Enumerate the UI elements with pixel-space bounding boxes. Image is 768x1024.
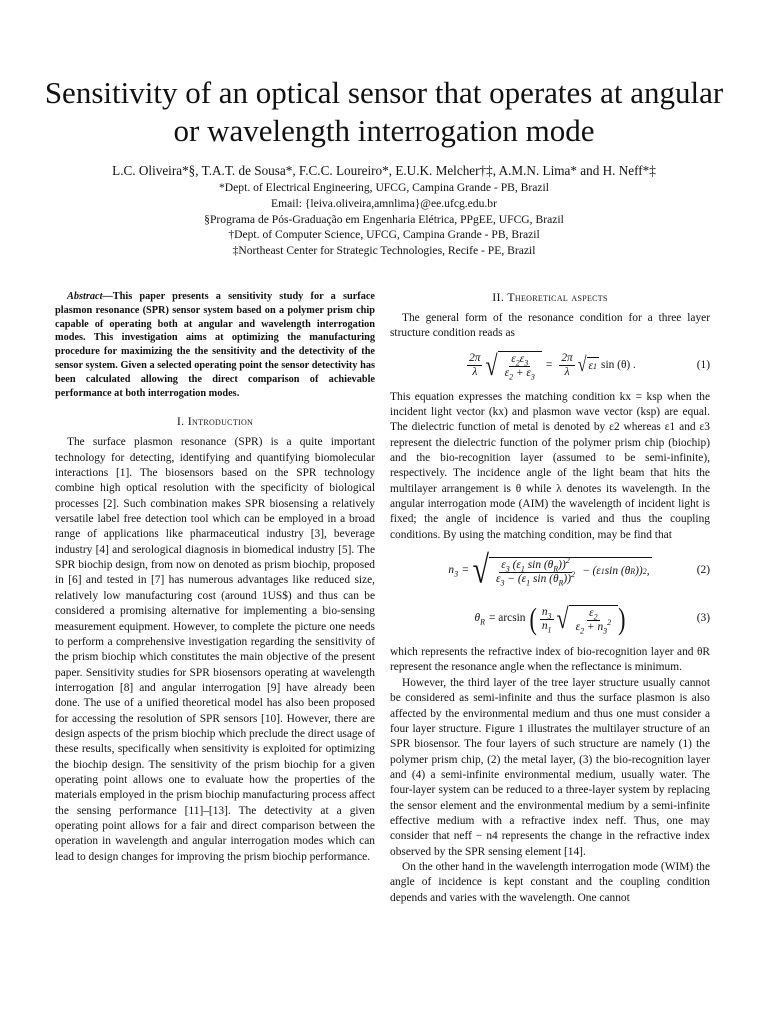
- section-heading-theory: II. Theoretical aspects: [492, 290, 608, 304]
- abstract: [55, 290, 375, 400]
- body-paragraph: The general form of the resonance condition for a three layer structure condition reads as: [390, 312, 710, 340]
- affiliation-line: *Dept. of Electrical Engineering, UFCG, Campina Grande - PB, Brazil: [218, 181, 549, 194]
- abstract-label: Abstract: [67, 291, 103, 302]
- affiliations: [40, 180, 728, 259]
- body-paragraph: This equation expresses the matching condition kx = ksp when the incident light vector (kx) and plasmon wave vector (ksp) are equal. The dielectric function of metal is denoted by ε2 whereas ε1 and ε3 represent the dielectric function of the polymer prism chip (biochip) and the bio-recognition layer (assumed to be semi-infinite), respectively. The incidence angle of the light beam that hits the multilayer arrangement is θ while λ denotes its wavelength. In the angular interrogation mode (AIM) the wavelength of incident light is fixed; the angle of incidence is varied and thus the coupling conditions. By using the matching condition, may be find that: [390, 390, 710, 541]
- paper-title: Sensitivity of an optical sensor that operates at angular or wavelength interrogation mode: [44, 75, 724, 148]
- affiliation-line: †Dept. of Computer Science, UFCG, Campina Grande - PB, Brazil: [228, 228, 540, 242]
- equation-number: (2): [696, 564, 710, 577]
- author-list: L.C. Oliveira*§, T.A.T. de Sousa*, F.C.C. Loureiro*, E.U.K. Melcher†‡, A.M.N. Lima* and H. Neff*‡: [112, 163, 656, 178]
- abstract-text: —This paper presents a sensitivity study for a surface plasmon resonance (SPR) sensor system based on a polymer prism chip capable of operating both at angular and wavelength interrogation modes. This investigation aims at optimizing the manufacturing procedure for maximizing the the sensitivity and the detectivity of the sensor system. Given a selected operating point the sensor detectivity has been calculated allowing the direct comparison of achievable performance at both interrogation modes.: [55, 291, 375, 399]
- body-paragraph: However, the third layer of the tree layer structure usually cannot be considered as semi-infinite and thus the surface plasmon is also affected by the environmental medium and thus one must consider a four layer structure. Figure 1 illustrates the multilayer structure of an SPR biosensor. The four layers of such structure are namely (1) the polymer prism chip, (2) the metal layer, (3) the bio-recognition layer and (4) a semi-infinite environmental medium, usually water. The four-layer system can be reduced to a three-layer system by replacing the sensor element and the environmental medium by a semi-infinite effective medium with a refractive index neff. Thus, one may consider that neff − n4 represents the change in the refractive index observed by the SPR sensing element [14].: [390, 676, 710, 858]
- body-paragraph: On the other hand in the wavelength interrogation mode (WIM) the angle of incidence is kept constant and the coupling condition depends and varies with the wavelength. One cannot: [390, 860, 710, 904]
- section-heading-introduction: I. Introduction: [176, 414, 254, 429]
- equation-number: (3): [696, 612, 710, 625]
- affiliation-line: Email: {leiva.oliveira,amnlima}@ee.ufcg.edu.br: [271, 196, 497, 210]
- equation-number: (1): [696, 359, 710, 372]
- left-column: [55, 290, 375, 865]
- affiliation-line: ‡Northeast Center for Strategic Technologies, Recife - PE, Brazil: [232, 244, 536, 258]
- equation-2: $n_3$ = √ $\frac{\varepsilon_3 (\varepsilon_1 \sin (\theta_R))^2}{\varepsilon_3 - (\varepsilon_1 \sin (\theta_R))^2}$ − (ε 1 sin (θ R )) 2 , (2): [448, 549, 710, 592]
- body-paragraph: The surface plasmon resonance (SPR) is a quite important technology for detecting, identifying and quantifying biomolecular interactions [1]. The biosensors based on the SPR technology combine high optical resolution with the specificity of biological processes [2]. Such combination makes SPR biosensing a relatively versatile label free detection tool which can be employed in a broad range of applications like pharmaceutical industry [3], beverage industry [4] and serological diagnosis in biomedical industry [5]. The SPR biochip design, from now on denoted as prism biochip, proposed in [6] and tested in [7] has numerous advantages like reduced size, relatively low manufacturing cost (around 1US$) and thus can be considered a promising alternative for implementing a bio-sensing measurement equipment. However, to complete the picture one needs to perform a comprehensive investigation regarding the sensitivity of the prism biochip which constitutes the main objective of the present paper. Sensitivity studies for SPR biosensors operating at wavelength interrogation [8] and angular interrogation [9] have already been done. The use of a unified theoretical model has also been proposed for accessing the resolution of SPR sensors [10]. However, there are design aspects of the prism biochip which preclude the direct usage of these results, specifically when sensitivity is exploited for optimizing the biochip design. The sensitivity of the prism biochip for a given operating point allows one to evaluate how the properties of the materials employed in the prism biochip manufacturing process affect the sensing performance [11]–[13]. The detectivity at a given operating point allows for a fair and direct comparison between the operation in wavelength and angular interrogation modes which can lead to design changes for improving the prism biochip performance.: [55, 436, 375, 863]
- right-column: [390, 290, 710, 906]
- body-paragraph: which represents the refractive index of bio-recognition layer and θR represent the resonance angle when the reflectance is minimum.: [390, 646, 710, 674]
- equation-1: $\frac{2\pi}{\lambda}$ √ $\frac{\varepsilon_2\varepsilon_3}{\varepsilon_2 + \varepsilon_3}$ = $\frac{2\pi}{\lambda}$ √ ε 1 sin (θ) . (1): [469, 348, 710, 382]
- equation-3: $\theta_R$ = arcsin ( $\frac{n_3}{n_1}$ √ $\frac{\varepsilon_2}{\varepsilon_2 + n_3^2}$ ) (3): [474, 601, 710, 637]
- affiliation-line: §Programa de Pós-Graduação em Engenharia Elétrica, PPgEE, UFCG, Brazil: [204, 212, 564, 226]
